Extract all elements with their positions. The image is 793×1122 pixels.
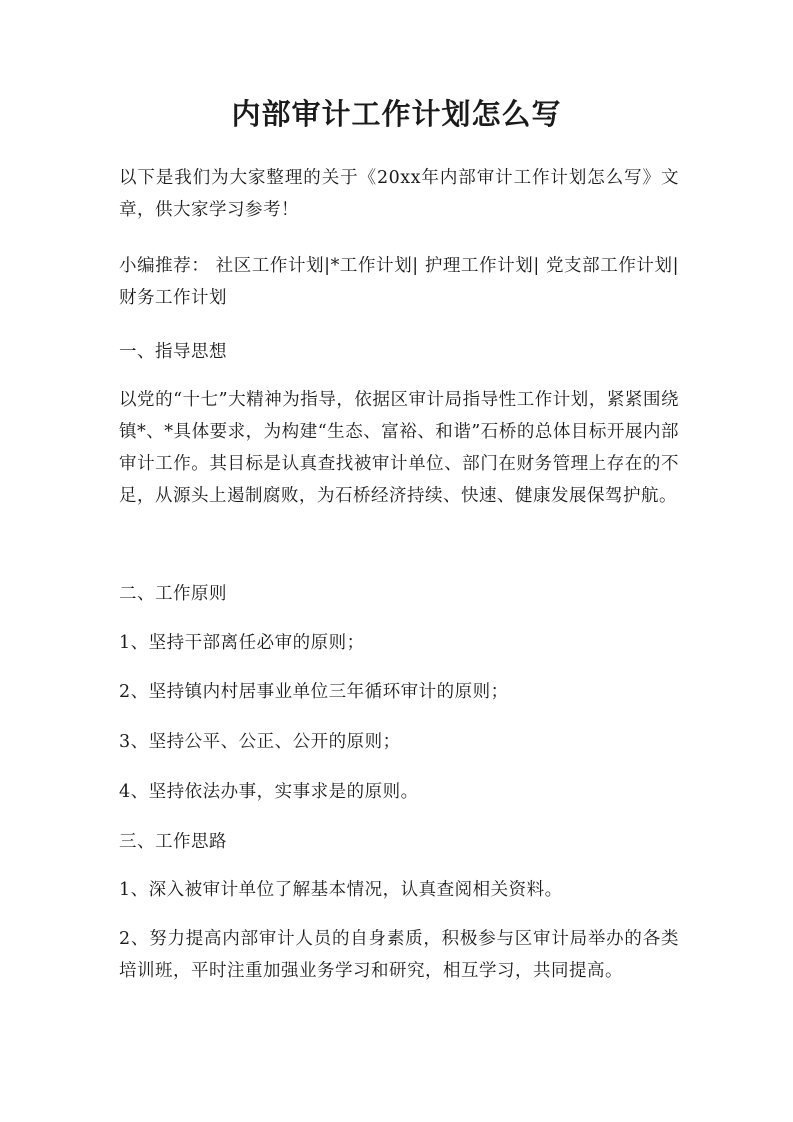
section3-item-1: 1、深入被审计单位了解基本情况，认真查阅相关资料。 (119, 880, 563, 900)
section1-body: 以党的“十七”大精神为指导，依据区审计局指导性工作计划，紧紧围绕镇*、*具体要求，为构建“生态、富裕、和谐”石桥的总体目标开展内部审计工作。其目标是认真查找被审计单位、部门在财务管理上存在的不足，从源头上遏制腐败，为石桥经济持续、快速、健康发展保驾护航。 (119, 390, 679, 506)
section2-item-2: 2、坚持镇内村居事业单位三年循环审计的原则； (119, 682, 509, 702)
section2-item-4: 4、坚持依法办事，实事求是的原则。 (119, 782, 419, 802)
section2-item-3: 3、坚持公平、公正、公开的原则； (119, 732, 401, 752)
section3-heading: 三、工作思路 (119, 832, 227, 852)
document-title: 内部审计工作计划怎么写 (231, 97, 562, 131)
section2-heading: 二、工作原则 (119, 584, 227, 604)
section1-heading: 一、指导思想 (119, 342, 227, 362)
section2-item-1: 1、坚持干部离任必审的原则； (119, 633, 365, 653)
section3-item-2: 2、努力提高内部审计人员的自身素质，积极参与区审计局举办的各类培训班，平时注重加强业务学习和研究，相互学习，共同提高。 (119, 929, 679, 981)
recommend-paragraph: 小编推荐： 社区工作计划|*工作计划| 护理工作计划| 党支部工作计划| 财务工作计划 (119, 256, 679, 308)
intro-paragraph: 以下是我们为大家整理的关于《20xx年内部审计工作计划怎么写》文章，供大家学习参考！ (119, 168, 679, 220)
